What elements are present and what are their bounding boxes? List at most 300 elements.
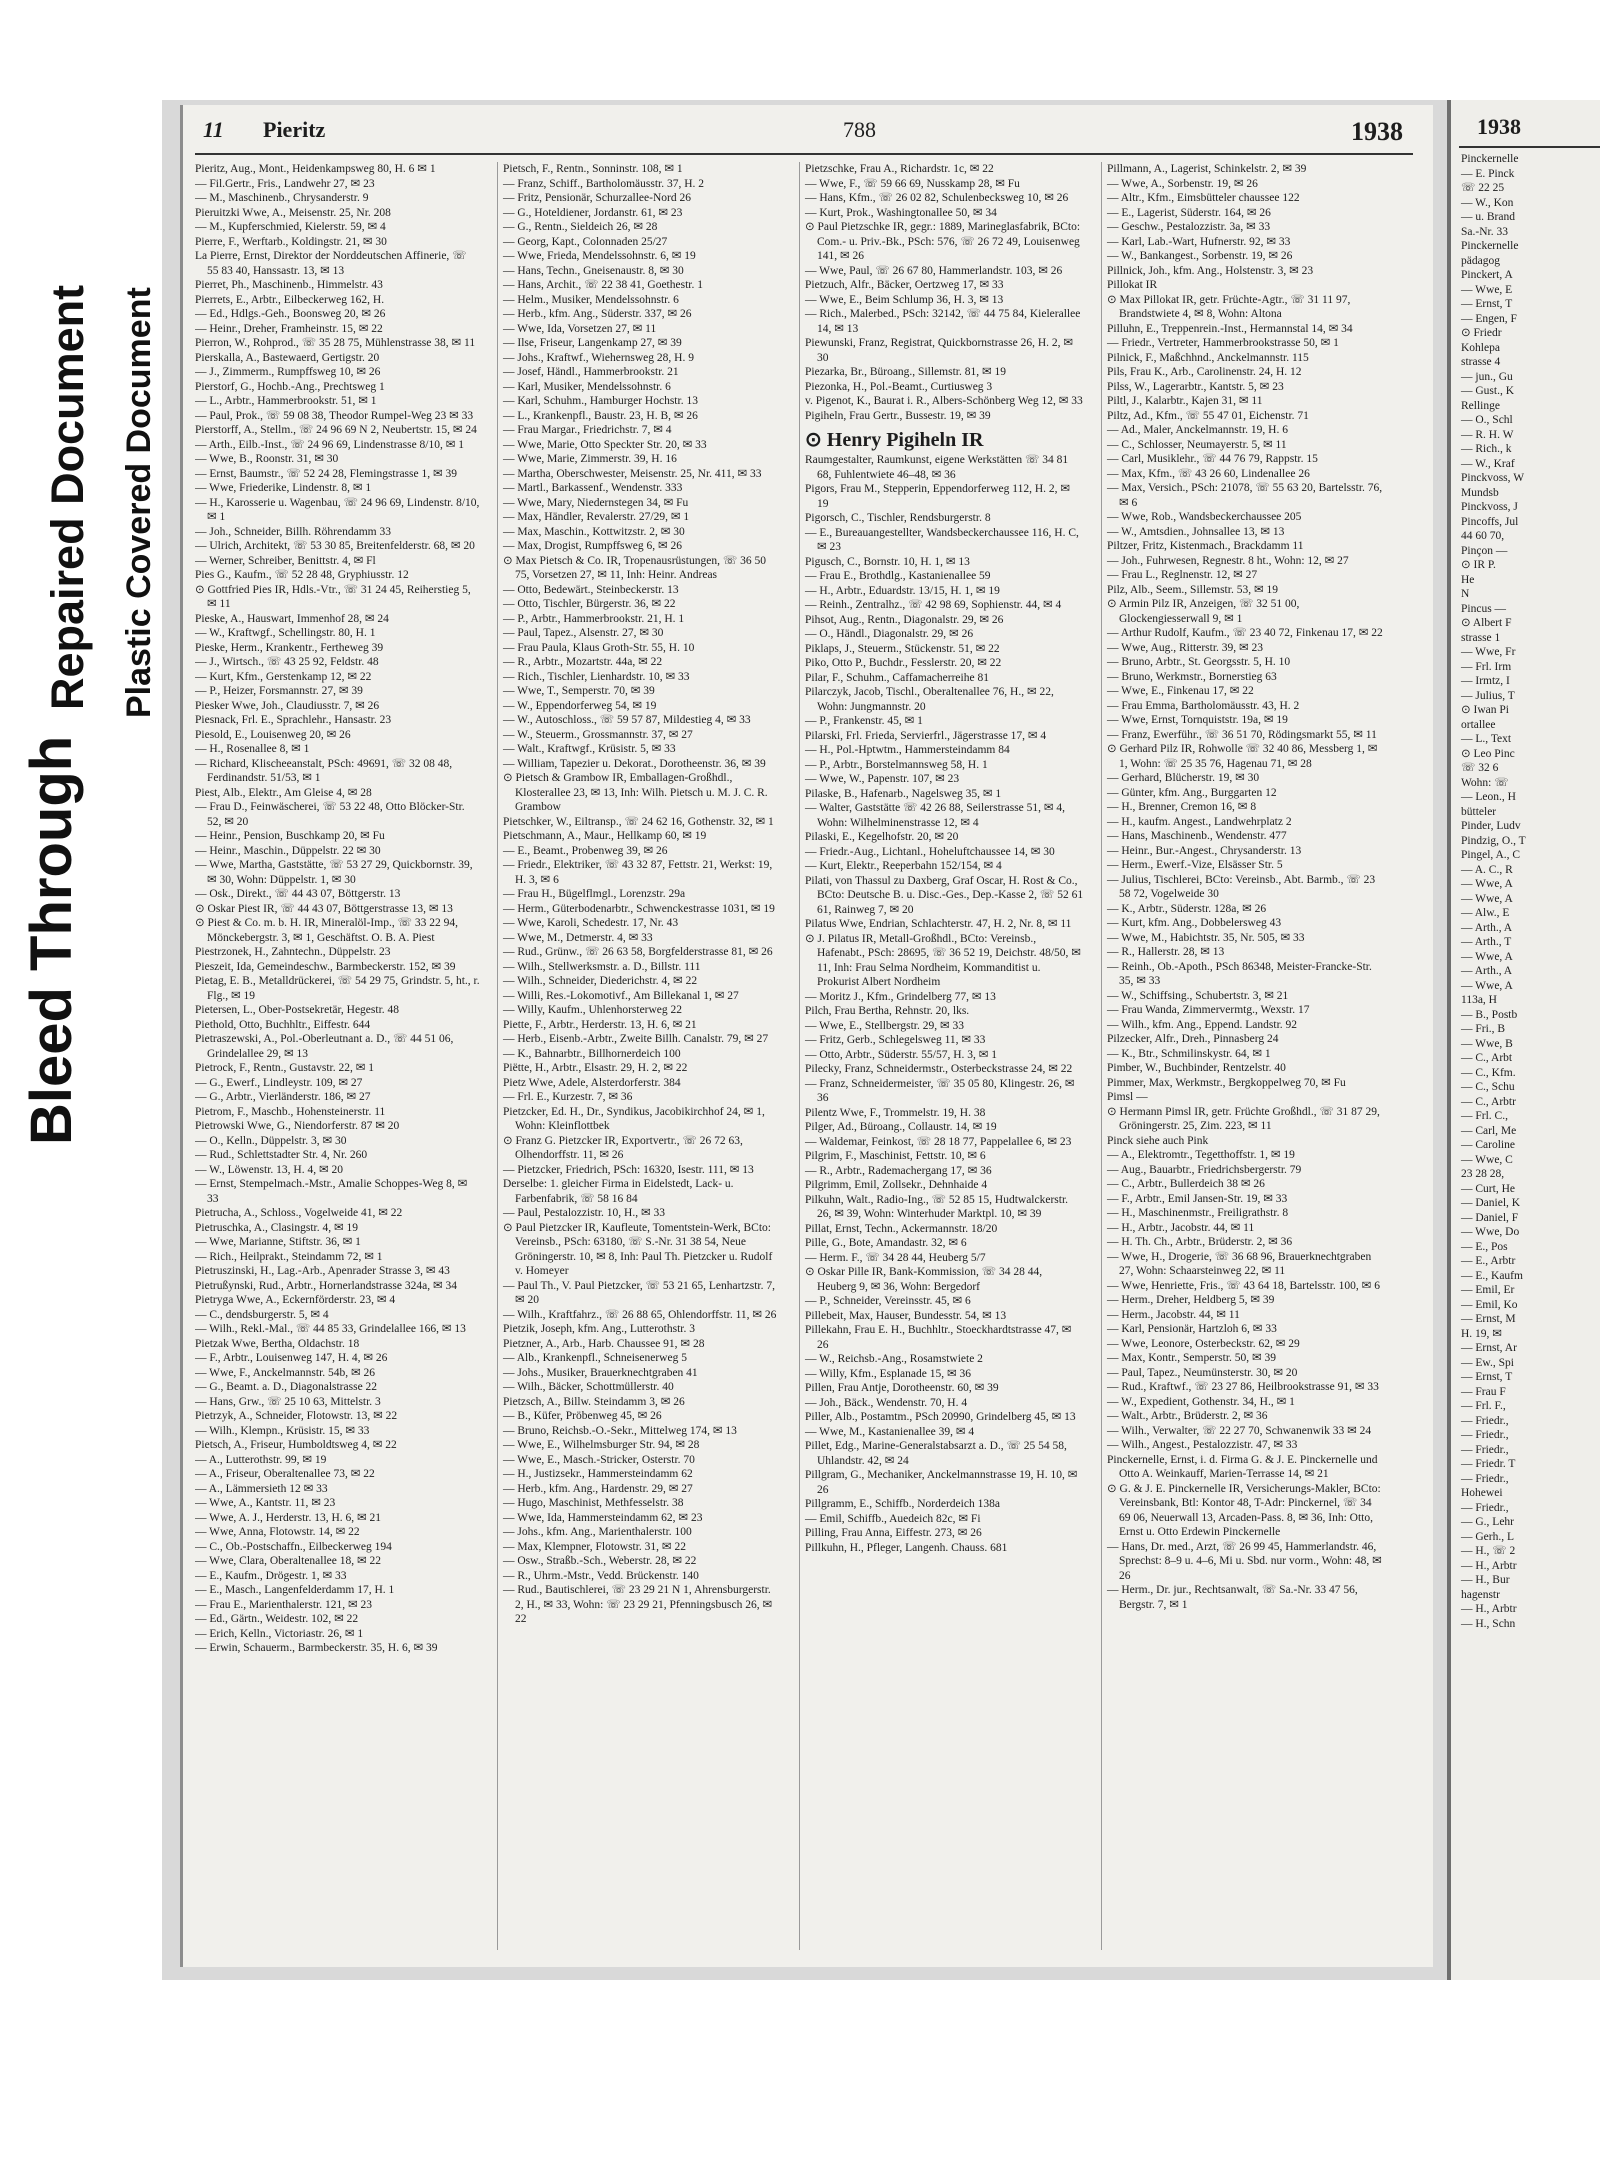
directory-entry: Pietzsch, A., Billw. Steindamm 3, ✉ 26 <box>503 1395 685 1408</box>
directory-columns <box>195 162 1405 1952</box>
directory-entry: ⊙ Armin Pilz IR, Anzeigen, ☏ 32 51 00, Glockengiesserwall 9, ✉ 1 <box>1107 598 1300 625</box>
directory-entry: v. Pigenot, K., Baurat i. R., Albers-Schönberg Weg 12, ✉ 33 <box>805 395 1083 407</box>
directory-entry: — Walt., Kraftwgf., Krüsistr. 5, ✉ 33 <box>503 743 676 755</box>
directory-entry: — C., dendsburgerstr. 5, ✉ 4 <box>195 1308 329 1321</box>
neighbor-entry: — L., Text <box>1461 733 1512 745</box>
directory-entry: — Wwe, Henriette, Fris., ☏ 43 64 18, Bartelsstr. 100, ✉ 6 <box>1107 1279 1380 1292</box>
directory-entry: Pietrock, F., Rentn., Gustavstr. 22, ✉ 1 <box>195 1062 374 1074</box>
directory-entry: ⊙ Oskar Piest IR, ☏ 44 43 07, Böttgerstrasse 13, ✉ 13 <box>195 902 453 915</box>
directory-entry: Piewunski, Franz, Registrat, Quickbornstrasse 26, H. 2, ✉ 30 <box>805 337 1074 364</box>
neighbor-entry: — H., ☏ 2 <box>1461 1545 1516 1557</box>
neighbor-entry: Sa.-Nr. 33 <box>1461 225 1508 238</box>
directory-entry: — Paul, Tapez., Alsenstr. 27, ✉ 30 <box>503 627 664 639</box>
directory-entry: Derselbe: 1. gleicher Firma in Eidelstedt, Lack- u. Farbenfabrik, ☏ 58 16 84 <box>503 1178 734 1205</box>
neighbor-entry: — C., Schu <box>1461 1081 1515 1093</box>
neighbor-entry: — C., Arbt <box>1461 1052 1513 1064</box>
directory-entry: — H., Karosserie u. Wagenbau, ☏ 24 96 69, Lindenstr. 8/10, ✉ 1 <box>195 496 480 523</box>
directory-entry: ⊙ Paul Pietzcker IR, Kaufleute, Tomentstein-Werk, BCto: Vereinsb., PSch: 63180, ☏ S.-Nr. 31 38 54, Neue Gröningerstr. 10, ✉ 8, Inh: Paul Th. Pietzcker u. Rudolf v. Homeyer <box>503 1221 773 1277</box>
directory-entry: — William, Tapezier u. Dekorat., Dorotheenstr. 36, ✉ 39 <box>503 757 766 770</box>
directory-entry: — E., Beamt., Probenweg 39, ✉ 26 <box>503 844 668 857</box>
neighbor-page-lines <box>1451 152 1600 1631</box>
neighbor-entry: — Wwe, B <box>1461 1037 1513 1050</box>
directory-entry: Pietzner, A., Arb., Harb. Chaussee 91, ✉ 28 <box>503 1337 705 1350</box>
repaired-document-label: Repaired Document <box>42 284 93 710</box>
neighbor-entry: hagenstr <box>1461 1588 1500 1601</box>
directory-entry: — Rud., Schlettstadter Str. 4, Nr. 260 <box>195 1149 368 1161</box>
directory-entry: Pietrucha, A., Schloss., Vogelweide 41, ✉ 22 <box>195 1207 403 1219</box>
neighbor-entry: — Rich., k <box>1461 443 1512 455</box>
directory-entry: — A., Elektromtr., Tegetthoffstr. 1, ✉ 19 <box>1107 1149 1295 1161</box>
directory-entry: — W., Amtsdien., Johnsallee 13, ✉ 13 <box>1107 525 1285 538</box>
directory-entry: — Carl, Musiklehr., ☏ 44 76 79, Rappstr. 15 <box>1107 453 1318 465</box>
neighbor-entry: ⊙ Friedr <box>1461 327 1502 339</box>
directory-entry: Pietag, E. B., Metalldrückerei, ☏ 54 29 75, Grindstr. 5, ht., r. Flg., ✉ 19 <box>195 975 480 1002</box>
directory-entry: — Paul Th., V. Paul Pietzcker, ☏ 53 21 65, Lenhartzstr. 7, ✉ 20 <box>503 1279 776 1306</box>
neighbor-entry: — Frl. F., <box>1461 1400 1506 1412</box>
directory-entry: ⊙ Oskar Pille IR, Bank-Kommission, ☏ 34 28 44, Heuberg 9, ✉ 36, Wohn: Bergedorf <box>805 1266 1043 1293</box>
directory-entry: — C., Ob.-Postschaffn., Eilbeckerweg 194 <box>195 1540 392 1553</box>
neighbor-entry: — Emil, Ko <box>1461 1298 1518 1311</box>
directory-entry: — Franz, Ewerführ., ☏ 36 51 70, Rödingsmarkt 55, ✉ 11 <box>1107 728 1377 741</box>
directory-entry: — Heinr., Dreher, Framheinstr. 15, ✉ 22 <box>195 322 383 335</box>
directory-entry: — P., Heizer, Forsmannstr. 27, ✉ 39 <box>195 685 363 697</box>
directory-entry: — Joh., Bäck., Wendenstr. 70, H. 4 <box>805 1396 968 1409</box>
neighbor-entry: — O., Schl <box>1461 414 1513 426</box>
neighbor-entry: — Wwe, Fr <box>1461 646 1516 658</box>
directory-entry: — R., Arbtr., Mozartstr. 44a, ✉ 22 <box>503 656 663 668</box>
directory-entry: Pilgrim, F., Maschinist, Fettstr. 10, ✉ 6 <box>805 1150 986 1162</box>
directory-entry: — A., Lutterothstr. 99, ✉ 19 <box>195 1453 327 1466</box>
directory-entry: — Heinr., Pension, Buschkamp 20, ✉ Fu <box>195 830 385 842</box>
neighbor-entry: ⊙ Leo Pinc <box>1461 747 1515 760</box>
directory-entry: Pieruitzki Wwe, A., Meisenstr. 25, Nr. 208 <box>195 206 391 219</box>
directory-entry: — Paul, Pestalozzistr. 10, H., ✉ 33 <box>503 1207 665 1219</box>
directory-entry: Pietruszinski, H., Lag.-Arb., Apenrader Strasse 3, ✉ 43 <box>195 1265 450 1277</box>
directory-entry: — Wwe, E., Stellbergstr. 29, ✉ 33 <box>805 1019 965 1032</box>
directory-entry: — Hans, Maschinenb., Wendenstr. 477 <box>1107 830 1287 842</box>
neighbor-entry: — Friedr., <box>1461 1414 1509 1427</box>
neighbor-entry: — Wwe, A <box>1461 892 1513 905</box>
directory-entry: — Wilh., Rekl.-Mal., ☏ 44 85 33, Grindelallee 166, ✉ 13 <box>195 1323 466 1335</box>
directory-entry: — Richard, Klischeeanstalt, PSch: 49691, ☏ 32 08 48, Ferdinandstr. 51/53, ✉ 1 <box>195 757 453 784</box>
directory-entry: — O., Händl., Diagonalstr. 29, ✉ 26 <box>805 628 974 640</box>
directory-column-4 <box>1101 162 1391 1950</box>
directory-entry: — Aug., Bauarbtr., Friedrichsbergerstr. 79 <box>1107 1163 1302 1176</box>
neighbor-entry: ⊙ Albert F <box>1461 617 1512 629</box>
directory-entry: — Fritz, Pensionär, Schurzallee-Nord 26 <box>503 192 691 204</box>
directory-entry: Pietraszewski, A., Pol.-Oberleutnant a. D., ☏ 44 51 06, Grindelallee 29, ✉ 13 <box>195 1033 454 1060</box>
directory-entry: — W., Reichsb.-Ang., Rosamstwiete 2 <box>805 1353 983 1365</box>
neighbor-entry: — G., Lehr <box>1461 1516 1515 1528</box>
directory-entry: — Wwe, Karoli, Schedestr. 17, Nr. 43 <box>503 917 679 929</box>
neighbor-entry: — Irmtz, I <box>1461 675 1510 687</box>
directory-entry: ⊙ G. & J. E. Pinckernelle IR, Versicherungs-Makler, BCto: Vereinsbank, Btl: Kontor 48, T-Adr: Pinckernel, ☏ 34 69 06, Neuerwall 13, Arcaden-Pass. 8, ✉ 36, Inh: Otto, Ernst u. Otto Erdewin Pinckernelle <box>1107 1482 1381 1538</box>
neighbor-entry: — Arth., A <box>1461 965 1513 977</box>
neighbor-entry: — Curt, He <box>1461 1182 1515 1195</box>
neighbor-entry: pädagog <box>1461 254 1500 267</box>
directory-entry: — F., Arbtr., Louisenweg 147, H. 4, ✉ 26 <box>195 1352 388 1364</box>
neighbor-entry: Pinckvoss, W <box>1461 472 1525 484</box>
directory-entry: Pietrom, F., Maschb., Hohensteinerstr. 11 <box>195 1105 386 1118</box>
neighbor-entry: 23 28 28, <box>1461 1168 1505 1180</box>
directory-entry: Piest, Alb., Elektr., Am Gleise 4, ✉ 28 <box>195 786 372 799</box>
directory-entry: — Wwe, H., Drogerie, ☏ 36 68 96, Brauerknechtgraben 27, Wohn: Schaarsteinweg 22, ✉ 11 <box>1107 1250 1372 1277</box>
directory-entry: — Bruno, Reichsb.-O.-Sekr., Mittelweg 174, ✉ 13 <box>503 1424 737 1437</box>
directory-entry: — Wwe, Paul, ☏ 26 67 80, Hammerlandstr. 103, ✉ 26 <box>805 264 1063 277</box>
neighbor-entry: — C., Kfm. <box>1461 1066 1516 1079</box>
neighbor-entry: — A. C., R <box>1461 863 1513 876</box>
directory-entry: — Hans, Dr. med., Arzt, ☏ 26 99 45, Hammerlandstr. 46, Sprechst: 8–9 u. 4–6, Mi u. Sbd. nur vorm., Wohn: 48, ✉ 26 <box>1107 1540 1382 1582</box>
directory-entry: — Wwe, A. J., Herderstr. 13, H. 6, ✉ 21 <box>195 1511 382 1524</box>
directory-entry: Piltz, Ad., Kfm., ☏ 55 47 01, Eichenstr. 71 <box>1107 409 1309 422</box>
neighbor-entry: Pinckernelle <box>1461 153 1519 165</box>
directory-entry: — J., Wirtsch., ☏ 43 25 92, Feldstr. 48 <box>195 656 379 668</box>
directory-entry: Piller, Alb., Postamtm., PSch 20990, Grindelberg 45, ✉ 13 <box>805 1411 1076 1423</box>
directory-entry: — E., Bureauangestellter, Wandsbeckerchaussee 116, H. C, ✉ 23 <box>805 526 1079 553</box>
directory-entry: — Johs., Musiker, Brauerknechtgraben 41 <box>503 1366 698 1379</box>
directory-entry: — Frau Margar., Friedrichstr. 7, ✉ 4 <box>503 424 672 436</box>
directory-entry: Pietzuch, Alfr., Bäcker, Oertzweg 17, ✉ 33 <box>805 279 1004 291</box>
neighbor-entry: — Frl. C., <box>1461 1110 1508 1122</box>
directory-entry: Pilling, Frau Anna, Eiffestr. 273, ✉ 26 <box>805 1527 982 1539</box>
directory-entry: Pies G., Kaufm., ☏ 52 28 48, Gryphiusstr. 12 <box>195 569 409 581</box>
directory-entry: — Wilh., kfm. Ang., Eppend. Landstr. 92 <box>1107 1018 1298 1031</box>
directory-entry: — Martl., Barkassenf., Wendenstr. 333 <box>503 482 683 494</box>
directory-entry: — Reinh., Zentralhz., ☏ 42 98 69, Sophienstr. 44, ✉ 4 <box>805 599 1062 611</box>
directory-entry: — Frau Emma, Bartholomäusstr. 43, H. 2 <box>1107 699 1300 712</box>
directory-entry: Piltl, J., Kalarbtr., Kajen 31, ✉ 11 <box>1107 395 1263 407</box>
neighbor-entry: — H., Arbtr <box>1461 1603 1517 1615</box>
directory-entry: — Wilh., Stellwerksmstr. a. D., Billstr. 111 <box>503 960 701 973</box>
directory-entry: Pierstorf, G., Hochb.-Ang., Prechtsweg 1 <box>195 380 385 393</box>
directory-entry: — Wwe, T., Semperstr. 70, ✉ 39 <box>503 685 655 697</box>
directory-entry: Pierron, W., Rohprod., ☏ 35 28 75, Mühlenstrasse 38, ✉ 11 <box>195 337 476 349</box>
directory-entry: Piethold, Otto, Buchhltr., Eiffestr. 644 <box>195 1018 371 1031</box>
neighbor-entry: — u. Brand <box>1461 211 1515 223</box>
directory-entry: — Herm., Jacobstr. 44, ✉ 11 <box>1107 1308 1240 1321</box>
directory-entry: — Rud., Grünw., ☏ 26 63 58, Borgfelderstrasse 81, ✉ 26 <box>503 946 773 958</box>
neighbor-entry: — E., Arbtr <box>1461 1255 1516 1267</box>
directory-entry: — H., Arbtr., Jacobstr. 44, ✉ 11 <box>1107 1221 1255 1234</box>
directory-entry: Pils, Frau K., Arb., Carolinenstr. 24, H. 12 <box>1107 366 1302 378</box>
directory-entry: — Max, Händler, Revalerstr. 27/29, ✉ 1 <box>503 511 690 523</box>
directory-entry: Piklaps, J., Steuerm., Stückenstr. 51, ✉ 22 <box>805 642 1000 655</box>
directory-entry: Pilz, Alb., Seem., Sillemstr. 53, ✉ 19 <box>1107 583 1278 596</box>
directory-entry: — Frau Wanda, Zimmervermtg., Wexstr. 17 <box>1107 1004 1310 1016</box>
directory-entry: — M., Maschinenb., Chrysanderstr. 9 <box>195 192 369 204</box>
directory-entry: Pinckernelle, Ernst, i. d. Firma G. & J. E. Pinckernelle und Otto A. Weinkauff, Marien-Terrasse 14, ✉ 21 <box>1107 1453 1378 1480</box>
directory-entry: Pillgram, G., Mechaniker, Anckelmannstrasse 19, H. 10, ✉ 26 <box>805 1469 1078 1496</box>
neighbor-entry: He <box>1461 573 1475 586</box>
directory-entry: Pietrowski Wwe, G., Niendorferstr. 87 ✉ 20 <box>195 1120 400 1132</box>
directory-entry: Pilentz Wwe, F., Trommelstr. 19, H. 38 <box>805 1106 986 1119</box>
neighbor-entry: — Arth., A <box>1461 921 1513 934</box>
directory-entry: — Rich., Heilprakt., Steindamm 72, ✉ 1 <box>195 1250 383 1263</box>
directory-entry: ⊙ Hermann Pimsl IR, getr. Früchte Großhdl., ☏ 31 87 29, Gröningerstr. 25, Zim. 223, ✉ 11 <box>1107 1105 1380 1132</box>
neighbor-entry: — Wwe, A <box>1461 979 1513 992</box>
directory-entry: — Wwe, Anna, Flotowstr. 14, ✉ 22 <box>195 1526 360 1538</box>
directory-entry: — Karl, Lab.-Wart, Hufnerstr. 92, ✉ 33 <box>1107 235 1291 248</box>
directory-entry: — Johs., kfm. Ang., Marienthalerstr. 100 <box>503 1526 692 1538</box>
directory-entry: Pieritz, Aug., Mont., Heidenkampsweg 80, H. 6 ✉ 1 <box>195 163 436 175</box>
directory-entry: Pieske, Herm., Krankentr., Fertheweg 39 <box>195 641 384 654</box>
directory-entry: — K., Btr., Schmilinskystr. 64, ✉ 1 <box>1107 1047 1271 1060</box>
neighbor-entry: 113a, H <box>1461 994 1497 1006</box>
directory-entry: — Arth., Eilb.-Inst., ☏ 24 96 69, Lindenstrasse 8/10, ✉ 1 <box>195 438 465 451</box>
directory-entry: — A., Lämmersieth 12 ✉ 33 <box>195 1482 328 1495</box>
directory-entry: — L., Krankenpfl., Baustr. 23, H. B, ✉ 26 <box>503 409 698 422</box>
directory-entry: Pietsch, A., Friseur, Humboldtsweg 4, ✉ 22 <box>195 1439 397 1451</box>
directory-entry: Pierskalla, A., Bastewaerd, Gertigstr. 20 <box>195 351 380 364</box>
directory-entry: — Wwe, Aug., Ritterstr. 39, ✉ 23 <box>1107 641 1264 654</box>
directory-entry: — Bruno, Arbtr., St. Georgsstr. 5, H. 10 <box>1107 656 1291 668</box>
page-number: 788 <box>843 117 876 142</box>
directory-page <box>180 105 1433 1967</box>
neighbor-entry: Wohn: ☏ <box>1461 776 1509 789</box>
directory-entry: — Karl, Schuhm., Hamburger Hochstr. 13 <box>503 395 698 407</box>
directory-entry: — G., Arbtr., Vierländerstr. 186, ✉ 27 <box>195 1091 371 1103</box>
directory-entry: — Karl, Musiker, Mendelssohnstr. 6 <box>503 380 671 393</box>
directory-entry: Pigusch, C., Bornstr. 10, H. 1, ✉ 13 <box>805 555 970 568</box>
directory-entry: — Karl, Pensionär, Hartzloh 6, ✉ 33 <box>1107 1323 1277 1335</box>
directory-entry: — E., Lagerist, Süderstr. 164, ✉ 26 <box>1107 206 1271 219</box>
directory-entry: — Wilh., Angest., Pestalozzistr. 47, ✉ 33 <box>1107 1439 1298 1451</box>
directory-entry: — W., Schiffsing., Schubertstr. 3, ✉ 21 <box>1107 989 1289 1002</box>
neighbor-entry: — H., Bur <box>1461 1574 1510 1586</box>
directory-entry: Pilarczyk, Jacob, Tischl., Oberaltenallee 76, H., ✉ 22, Wohn: Jungmannstr. 20 <box>805 686 1054 713</box>
directory-entry: — Wwe, F., ☏ 59 66 69, Nusskamp 28, ✉ Fu <box>805 177 1020 190</box>
directory-entry: — Friedr., Vertreter, Hammerbrookstrasse 50, ✉ 1 <box>1107 337 1339 349</box>
directory-entry: — O., Kelln., Düppelstr. 3, ✉ 30 <box>195 1134 347 1147</box>
directory-entry: — E., Kaufm., Drögestr. 1, ✉ 33 <box>195 1569 347 1582</box>
directory-entry: Pietz Wwe, Adele, Alsterdorferstr. 384 <box>503 1076 681 1089</box>
neighbor-entry: N <box>1461 588 1470 600</box>
directory-entry: Pierre, F., Werftarb., Koldingstr. 21, ✉ 30 <box>195 235 387 248</box>
directory-entry: — Emil, Schiffb., Auedeich 82c, ✉ Fi <box>805 1512 981 1525</box>
header-rule <box>195 153 1413 155</box>
directory-column-1 <box>195 162 485 1950</box>
directory-entry: Pigors, Frau M., Stepperin, Eppendorferweg 112, H. 2, ✉ 19 <box>805 483 1071 510</box>
directory-entry: — Max, Maschin., Kottwitzstr. 2, ✉ 30 <box>503 525 685 538</box>
neighbor-entry: — Caroline <box>1461 1139 1515 1151</box>
directory-entry: — Wwe, E., Beim Schlump 36, H. 3, ✉ 13 <box>805 293 1004 306</box>
directory-entry: ⊙ Gerhard Pilz IR, Rohwolle ☏ 32 40 86, Messberg 1, ✉ 1, Wohn: ☏ 25 35 76, Hagenau 71, ✉ 28 <box>1107 743 1378 770</box>
neighbor-entry: — Arth., T <box>1461 936 1512 948</box>
directory-entry: — Rich., Tischler, Lienhardstr. 10, ✉ 33 <box>503 670 690 683</box>
neighbor-entry: — Emil, Er <box>1461 1284 1515 1296</box>
directory-entry: Pietrzyk, A., Schneider, Flotowstr. 13, ✉ 22 <box>195 1410 398 1422</box>
neighbor-entry: Pinckernelle <box>1461 240 1519 252</box>
directory-entry: — Wwe, Ida, Vorsetzen 27, ✉ 11 <box>503 322 657 335</box>
neighbor-entry: — Daniel, F <box>1461 1211 1519 1224</box>
directory-column-2 <box>497 162 787 1950</box>
neighbor-entry: — Carl, Me <box>1461 1124 1517 1137</box>
directory-entry: Piëtte, H., Arbtr., Elsastr. 29, H. 2, ✉ 22 <box>503 1062 688 1074</box>
directory-entry: Pimsl — <box>1107 1091 1148 1103</box>
directory-entry: — W., Kraftwgf., Schellingstr. 80, H. 1 <box>195 627 376 639</box>
directory-entry: — W., Löwenstr. 13, H. 4, ✉ 20 <box>195 1163 343 1176</box>
page-header <box>203 115 1403 155</box>
directory-entry: La Pierre, Ernst, Direktor der Norddeutschen Affinerie, ☏ 55 83 40, Hanssastr. 13, ✉ 13 <box>195 250 467 277</box>
neighbor-entry: — Wwe, A <box>1461 878 1513 890</box>
running-head-name: Pieritz <box>263 117 326 142</box>
directory-entry: — H., Pol.-Hptwtm., Hammersteindamm 84 <box>805 744 1010 756</box>
neighbor-entry: — Frl. Irm <box>1461 660 1512 673</box>
directory-entry: — Ulrich, Architekt, ☏ 53 30 85, Breitenfelderstr. 68, ✉ 20 <box>195 540 475 552</box>
directory-entry: — Fil.Gertr., Fris., Landwehr 27, ✉ 23 <box>195 177 375 190</box>
directory-entry: — Frau L., Reglnenstr. 12, ✉ 27 <box>1107 569 1258 581</box>
directory-entry: — R., Arbtr., Rademachergang 17, ✉ 36 <box>805 1164 992 1177</box>
directory-entry: — Martha, Oberschwester, Meisenstr. 25, Nr. 411, ✉ 33 <box>503 467 762 480</box>
directory-entry: — Wwe, B., Roonstr. 31, ✉ 30 <box>195 453 339 465</box>
neighbor-entry: — jun., Gu <box>1461 370 1513 383</box>
directory-entry: — Josef, Händl., Hammerbrookstr. 21 <box>503 366 679 378</box>
neighbor-entry: — Daniel, K <box>1461 1197 1521 1209</box>
directory-entry: — Willi, Res.-Lokomotivf., Am Billekanal 1, ✉ 27 <box>503 989 739 1002</box>
neighbor-entry: — Leon., H <box>1461 791 1516 803</box>
directory-entry: — Ad., Maler, Anckelmannstr. 19, H. 6 <box>1107 424 1288 436</box>
directory-entry: — Osw., Straßb.-Sch., Weberstr. 28, ✉ 22 <box>503 1555 697 1567</box>
scanned-directory-spread <box>162 100 1600 1980</box>
directory-entry: — K., Bahnarbtr., Billhornerdeich 100 <box>503 1047 681 1060</box>
directory-entry: — Wwe, E., Wilhelmsburger Str. 94, ✉ 28 <box>503 1439 700 1451</box>
directory-entry: — H. Th. Ch., Arbtr., Brüderstr. 2, ✉ 36 <box>1107 1236 1293 1248</box>
directory-entry: Piko, Otto P., Buchdr., Fesslerstr. 20, ✉ 22 <box>805 657 1002 669</box>
neighbor-entry: — E., Kaufm <box>1461 1269 1523 1282</box>
directory-entry: Piesold, E., Louisenweg 20, ✉ 26 <box>195 728 351 741</box>
neighbor-entry: — Friedr., <box>1461 1501 1509 1514</box>
directory-entry: Pillmann, A., Lagerist, Schinkelstr. 2, ✉ 39 <box>1107 163 1307 175</box>
directory-entry: — Wilh., Bäcker, Schottmüllerstr. 40 <box>503 1381 674 1393</box>
neighbor-entry: — Julius, T <box>1461 689 1515 702</box>
directory-entry: — C., Schlosser, Neumayerstr. 5, ✉ 11 <box>1107 438 1287 451</box>
directory-entry: — Georg, Kapt., Colonnaden 25/27 <box>503 235 668 248</box>
directory-entry: Pietersen, L., Ober-Postsekretär, Hegestr. 48 <box>195 1004 400 1016</box>
directory-column-3 <box>799 162 1089 1950</box>
directory-entry: — Rud., Kraftwf., ☏ 23 27 86, Heilbrookstrasse 91, ✉ 33 <box>1107 1381 1379 1393</box>
neighbor-entry: — Fri., B <box>1461 1023 1506 1035</box>
directory-entry: — Wwe, Friederike, Lindenstr. 8, ✉ 1 <box>195 482 372 494</box>
directory-entry: — P., Schneider, Vereinsstr. 45, ✉ 6 <box>805 1295 971 1307</box>
directory-entry: — B., Küfer, Pröbenweg 45, ✉ 26 <box>503 1410 662 1422</box>
directory-entry: — H., Arbtr., Eduardstr. 13/15, H. 1, ✉ 19 <box>805 584 1000 597</box>
neighbor-entry: — Gerh., L <box>1461 1530 1515 1543</box>
neighbor-entry: — Friedr. T <box>1461 1458 1516 1470</box>
directory-entry: — Willy, Kfm., Esplanade 15, ✉ 36 <box>805 1367 971 1380</box>
neighbor-entry: — Ernst, T <box>1461 298 1513 310</box>
directory-entry: Pigorsch, C., Tischler, Rendsburgerstr. 8 <box>805 512 991 524</box>
neighbor-entry: bütteler <box>1461 805 1497 818</box>
directory-entry: Pilzecker, Alfr., Dreh., Pinnasberg 24 <box>1107 1033 1279 1045</box>
directory-entry: Piesnack, Frl. E., Sprachlehr., Hansastr. 23 <box>195 714 392 726</box>
directory-entry: Pilgrimm, Emil, Zollsekr., Dehnhaide 4 <box>805 1179 988 1191</box>
directory-entry: — Frau Paula, Klaus Groth-Str. 55, H. 10 <box>503 641 695 654</box>
neighbor-entry: — C., Arbtr <box>1461 1095 1516 1108</box>
directory-entry: — Altr., Kfm., Eimsbütteler chaussee 122 <box>1107 192 1300 204</box>
directory-entry: — Werner, Schreiber, Benittstr. 4, ✉ Fl <box>195 554 376 567</box>
directory-entry: Pietzcker, Ed. H., Dr., Syndikus, Jacobikirchhof 24, ✉ 1, Wohn: Kleinflottbek <box>503 1105 765 1132</box>
directory-entry: — Ilse, Friseur, Langenkamp 27, ✉ 39 <box>503 337 682 349</box>
directory-entry: Pietschker, W., Eiltransp., ☏ 24 62 16, Gothenstr. 32, ✉ 1 <box>503 815 774 828</box>
directory-entry: — P., Frankenstr. 45, ✉ 1 <box>805 715 923 727</box>
directory-entry: — Max, Klempner, Flotowstr. 31, ✉ 22 <box>503 1540 686 1553</box>
directory-entry: — H., kaufm. Angest., Landwehrplatz 2 <box>1107 815 1292 828</box>
directory-entry: Pietrußynski, Rud., Arbtr., Hornerlandstrasse 324a, ✉ 34 <box>195 1279 457 1292</box>
directory-entry: Pillnick, Joh., kfm. Ang., Holstenstr. 3, ✉ 23 <box>1107 264 1314 277</box>
neighbor-entry: — E., Pos <box>1461 1240 1508 1253</box>
directory-entry: ⊙ Max Pillokat IR, getr. Früchte-Agtr., ☏ 31 11 97, Brandstwiete 4, ✉ 8, Wohn: Altona <box>1107 293 1351 320</box>
directory-entry: — Wwe, Martha, Gaststätte, ☏ 53 27 29, Quickbornstr. 39, ✉ 30, Wohn: Düppelstr. 1, ✉ 30 <box>195 859 473 886</box>
directory-entry: — Julius, Tischlerei, BCto: Vereinsb., Abt. Barmb., ☏ 23 58 72, Vogelweide 30 <box>1107 873 1376 900</box>
bleed-through-label: Bleed Through <box>19 735 84 1145</box>
neighbor-entry: — Frau F <box>1461 1385 1506 1398</box>
directory-entry: Pilecky, Franz, Schneidermstr., Osterbeckstrasse 24, ✉ 22 <box>805 1063 1073 1075</box>
directory-entry: — G., Beamt. a. D., Diagonalstrasse 22 <box>195 1381 378 1393</box>
directory-entry: — Friedr., Elektriker, ☏ 43 32 87, Fettstr. 21, Werkst: 19, H. 3, ✉ 6 <box>503 859 773 886</box>
directory-entry: Pillekahn, Frau E. H., Buchhltr., Stoeckhardtstrasse 47, ✉ 26 <box>805 1324 1072 1351</box>
directory-entry: — Herb., kfm. Ang., Süderstr. 337, ✉ 26 <box>503 308 692 320</box>
directory-entry: — Wwe, E., Finkenau 17, ✉ 22 <box>1107 685 1254 697</box>
directory-entry: ⊙ Gottfried Pies IR, Hdls.-Vtr., ☏ 31 24 45, Reiherstieg 5, ✉ 11 <box>195 583 471 610</box>
directory-entry: — Rud., Bautischlerei, ☏ 23 29 21 N 1, Ahrensburgerstr. 2, H., ✉ 33, Wohn: ☏ 23 29 21, Pfenningsbusch 26, ✉ 22 <box>503 1584 773 1625</box>
directory-entry: — Otto, Tischler, Bürgerstr. 36, ✉ 22 <box>503 598 676 610</box>
neighbor-entry: Pinder, Ludv <box>1461 820 1521 832</box>
directory-entry: — Alb., Krankenpfl., Schneisenerweg 5 <box>503 1352 687 1364</box>
directory-entry: — Hans, Techn., Gneisenaustr. 8, ✉ 30 <box>503 264 684 277</box>
directory-entry: ⊙ J. Pilatus IR, Metall-Großhdl., BCto: Vereinsb., Hafenabt., PSch: 28695, ☏ 36 52 19, Deichstr. 48/50, ✉ 11, Inh: Frau Selma Nordheim, Kommanditist u. Prokurist Albert Nordheim <box>805 932 1081 988</box>
directory-entry: — Ed., Hdlgs.-Geh., Boonsweg 20, ✉ 26 <box>195 308 386 320</box>
directory-entry: Pillkuhn, H., Pfleger, Langenh. Chauss. 681 <box>805 1541 1008 1554</box>
directory-entry: — Herm., Dr. jur., Rechtsanwalt, ☏ Sa.-Nr. 33 47 56, Bergstr. 7, ✉ 1 <box>1107 1584 1358 1611</box>
directory-entry: — Wwe, Rob., Wandsbeckerchaussee 205 <box>1107 511 1302 523</box>
directory-entry: — Franz, Schiff., Bartholomäusstr. 37, H. 2 <box>503 177 705 190</box>
directory-entry: — F., Arbtr., Emil Jansen-Str. 19, ✉ 33 <box>1107 1192 1288 1205</box>
directory-entry: Pilati, von Thassul zu Daxberg, Graf Oscar, H. Rost & Co., BCto: Deutsche B. u. Disc.-Ges., Dep.-Kasse 2, ☏ 52 61 61, Rainweg 7, ✉ 20 <box>805 874 1084 916</box>
neighbor-entry: ☏ 32 6 <box>1461 762 1499 774</box>
neighbor-entry: — Ernst, Ar <box>1461 1342 1517 1354</box>
directory-entry: — Max, Kontr., Semperstr. 50, ✉ 39 <box>1107 1352 1277 1364</box>
directory-entry: — Wwe, Ernst, Tornquiststr. 19a, ✉ 19 <box>1107 714 1288 726</box>
directory-entry: — W., Bankangest., Sorbenstr. 19, ✉ 26 <box>1107 250 1293 262</box>
directory-entry: — Helm., Musiker, Mendelssohnstr. 6 <box>503 293 679 306</box>
directory-entry: — Waldemar, Feinkost, ☏ 28 18 77, Pappelallee 6, ✉ 23 <box>805 1135 1072 1148</box>
directory-entry: — Heinr., Maschin., Düppelstr. 22 ✉ 30 <box>195 844 381 857</box>
directory-entry: — Erwin, Schauerm., Barmbeckerstr. 35, H. 6, ✉ 39 <box>195 1642 438 1654</box>
directory-entry: — Rich., Malerbed., PSch: 32142, ☏ 44 75 84, Kielerallee 14, ✉ 13 <box>805 308 1081 335</box>
directory-entry: Piette, F., Arbtr., Herderstr. 13, H. 6, ✉ 21 <box>503 1018 697 1031</box>
directory-entry: — Wilh., Klempn., Krüsistr. 15, ✉ 33 <box>195 1424 370 1437</box>
directory-entry: — Arthur Rudolf, Kaufm., ☏ 23 40 72, Finkenau 17, ✉ 22 <box>1107 627 1383 639</box>
neighbor-entry: — E. Pinck <box>1461 167 1515 180</box>
directory-entry: — Erich, Kelln., Victoriastr. 26, ✉ 1 <box>195 1627 364 1640</box>
directory-entry: Pilss, W., Lagerarbtr., Kantstr. 5, ✉ 23 <box>1107 380 1284 393</box>
directory-entry: — Joh., Schneider, Billh. Röhrendamm 33 <box>195 525 391 538</box>
directory-entry: — Ernst, Baumstr., ☏ 52 24 28, Flemingstrasse 1, ✉ 39 <box>195 467 457 480</box>
directory-entry: — Wwe, E., Masch.-Stricker, Osterstr. 70 <box>503 1453 695 1466</box>
directory-entry: — Johs., Kraftwf., Wiehernsweg 28, H. 9 <box>503 351 694 364</box>
directory-entry: Pilaski, E., Kegelhofstr. 20, ✉ 20 <box>805 831 959 843</box>
neighbor-entry: — Ernst, M <box>1461 1313 1516 1325</box>
neighbor-entry: Mundsb <box>1461 486 1499 499</box>
neighbor-entry: Pinckvoss, J <box>1461 501 1518 513</box>
directory-entry: — Herm., Dreher, Heldberg 5, ✉ 39 <box>1107 1294 1275 1306</box>
directory-entry: — Wwe, A., Sorbenstr. 19, ✉ 26 <box>1107 177 1258 190</box>
directory-entry: Pilaske, B., Hafenarb., Nagelsweg 35, ✉ 1 <box>805 787 1002 800</box>
directory-entry: — Hans, Grw., ☏ 25 10 63, Mittelstr. 3 <box>195 1395 381 1408</box>
directory-entry: — G., Ewerf., Lindleystr. 109, ✉ 27 <box>195 1076 363 1089</box>
directory-entry: — W., Expedient, Gothenstr. 34, H., ✉ 1 <box>1107 1395 1295 1408</box>
directory-entry: Pietzak Wwe, Bertha, Oldachstr. 18 <box>195 1337 360 1350</box>
